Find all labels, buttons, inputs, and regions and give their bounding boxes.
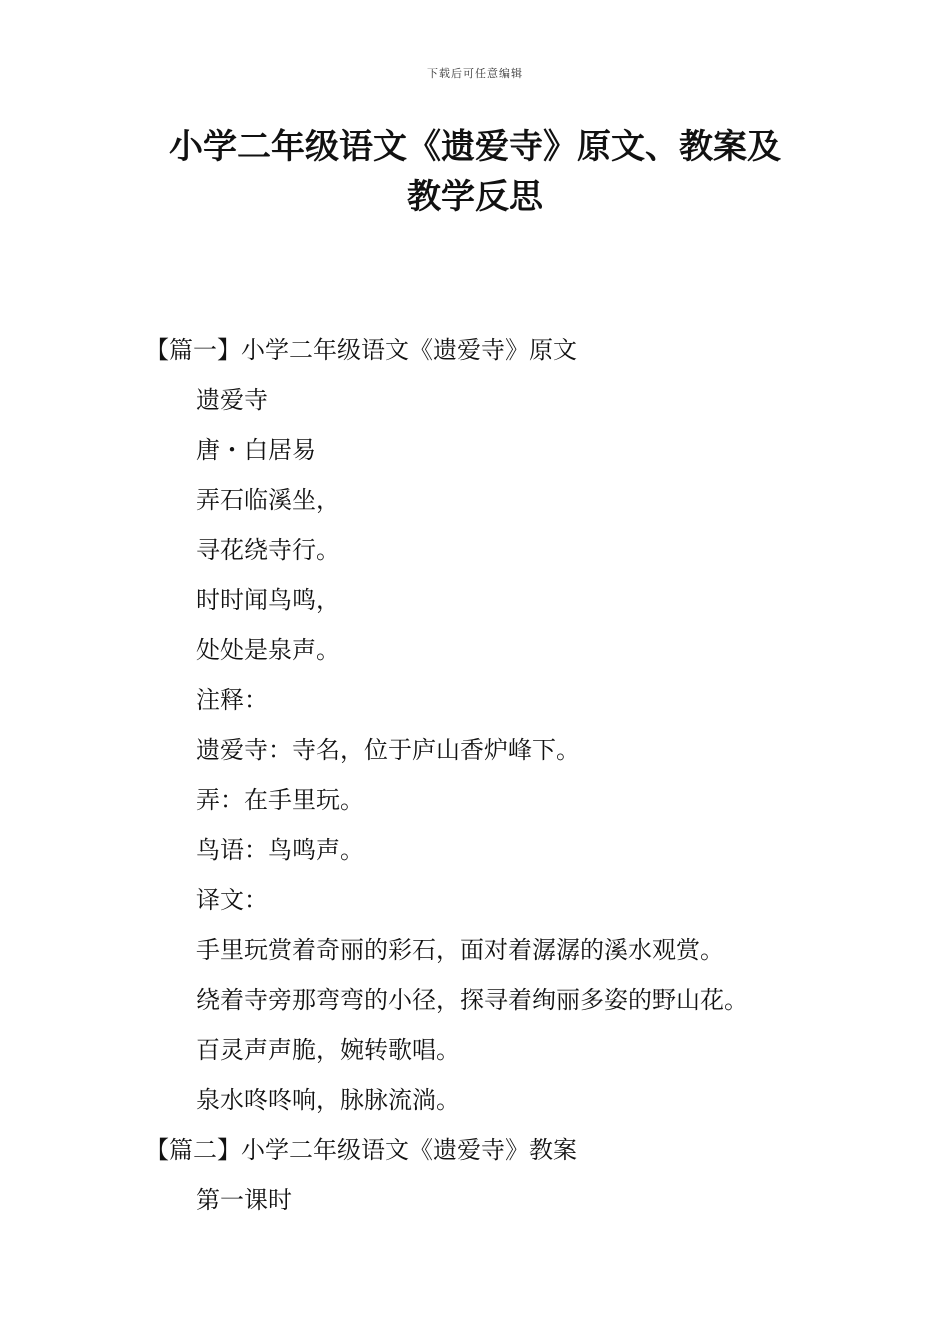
translation-label: 译文： [196, 886, 268, 914]
notes-label: 注释： [196, 686, 268, 714]
section-heading-part-2: 【篇二】小学二年级语文《遗爱寺》教案 [145, 1136, 577, 1164]
translation-line-1: 手里玩赏着奇丽的彩石，面对着潺潺的溪水观赏。 [196, 936, 724, 964]
section-heading-part-1: 【篇一】小学二年级语文《遗爱寺》原文 [145, 336, 577, 364]
poem-line-4: 处处是泉声。 [196, 636, 340, 664]
translation-line-2: 绕着寺旁那弯弯的小径，探寻着绚丽多姿的野山花。 [196, 986, 748, 1014]
translation-line-4: 泉水咚咚响，脉脉流淌。 [196, 1086, 460, 1114]
poem-line-3: 时时闻鸟鸣， [196, 586, 340, 614]
lesson-label: 第一课时 [196, 1186, 292, 1214]
page-header-note: 下载后可任意编辑 [427, 67, 523, 80]
translation-line-3: 百灵声声脆，婉转歌唱。 [196, 1036, 460, 1064]
note-item-1: 遗爱寺：寺名，位于庐山香炉峰下。 [196, 736, 580, 764]
poem-line-2: 寻花绕寺行。 [196, 536, 340, 564]
document-title-line-2: 教学反思 [407, 177, 543, 217]
document-body [0, 325, 950, 1225]
poem-author: 唐・白居易 [196, 436, 316, 464]
poem-line-1: 弄石临溪坐， [196, 486, 340, 514]
document-title [120, 122, 830, 222]
note-item-3: 鸟语：鸟鸣声。 [196, 836, 364, 864]
document-title-line-1: 小学二年级语文《遗爱寺》原文、教案及 [169, 127, 781, 167]
note-item-2: 弄：在手里玩。 [196, 786, 364, 814]
poem-title: 遗爱寺 [196, 386, 268, 414]
